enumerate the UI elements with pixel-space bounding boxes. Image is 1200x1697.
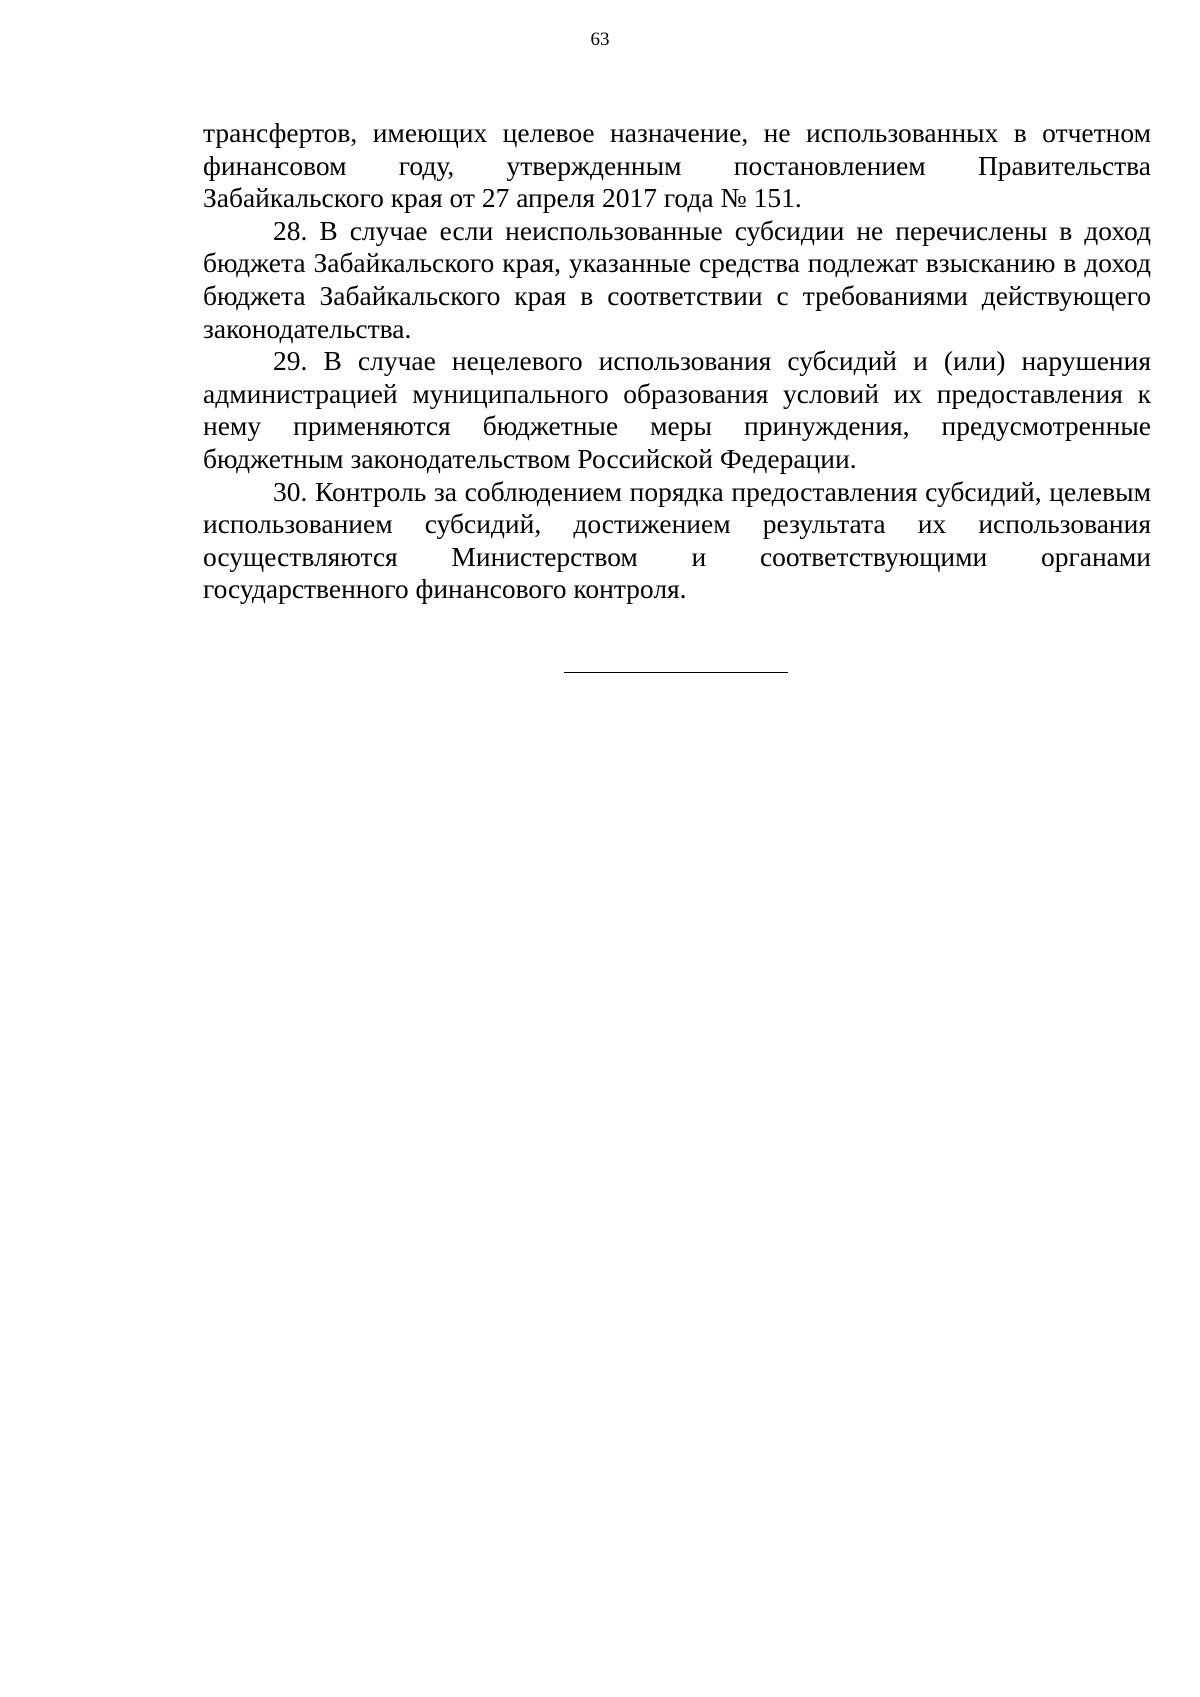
end-of-document-rule [564,672,788,673]
paragraph-29: 29. В случае нецелевого использования субсидий и (или) нарушения администрацией муниципального образования условий их предоставления к нему применяются бюджетные меры принуждения, предусмотренные бюджетным законодательством Российской Федерации. [203,345,1151,474]
paragraph-continuation: трансфертов, имеющих целевое назначение, не использованных в отчетном финансовом году, утвержденным постановлением Правительства Забайкальского края от 27 апреля 2017 года № 151. [203,117,1151,214]
page-number: 63 [590,29,610,50]
paragraph-28: 28. В случае если неиспользованные субсидии не перечислены в доход бюджета Забайкальского края, указанные средства подлежат взысканию в доход бюджета Забайкальского края в соответствии с требованиями действующего законодательства. [203,214,1151,344]
paragraph-30: 30. Контроль за соблюдением порядка предоставления субсидий, целевым использованием субсидий, достижением результата их использования осуществляются Министерством и соответствующими органами государственного финансового контроля. [203,475,1151,605]
document-body [203,117,1151,606]
